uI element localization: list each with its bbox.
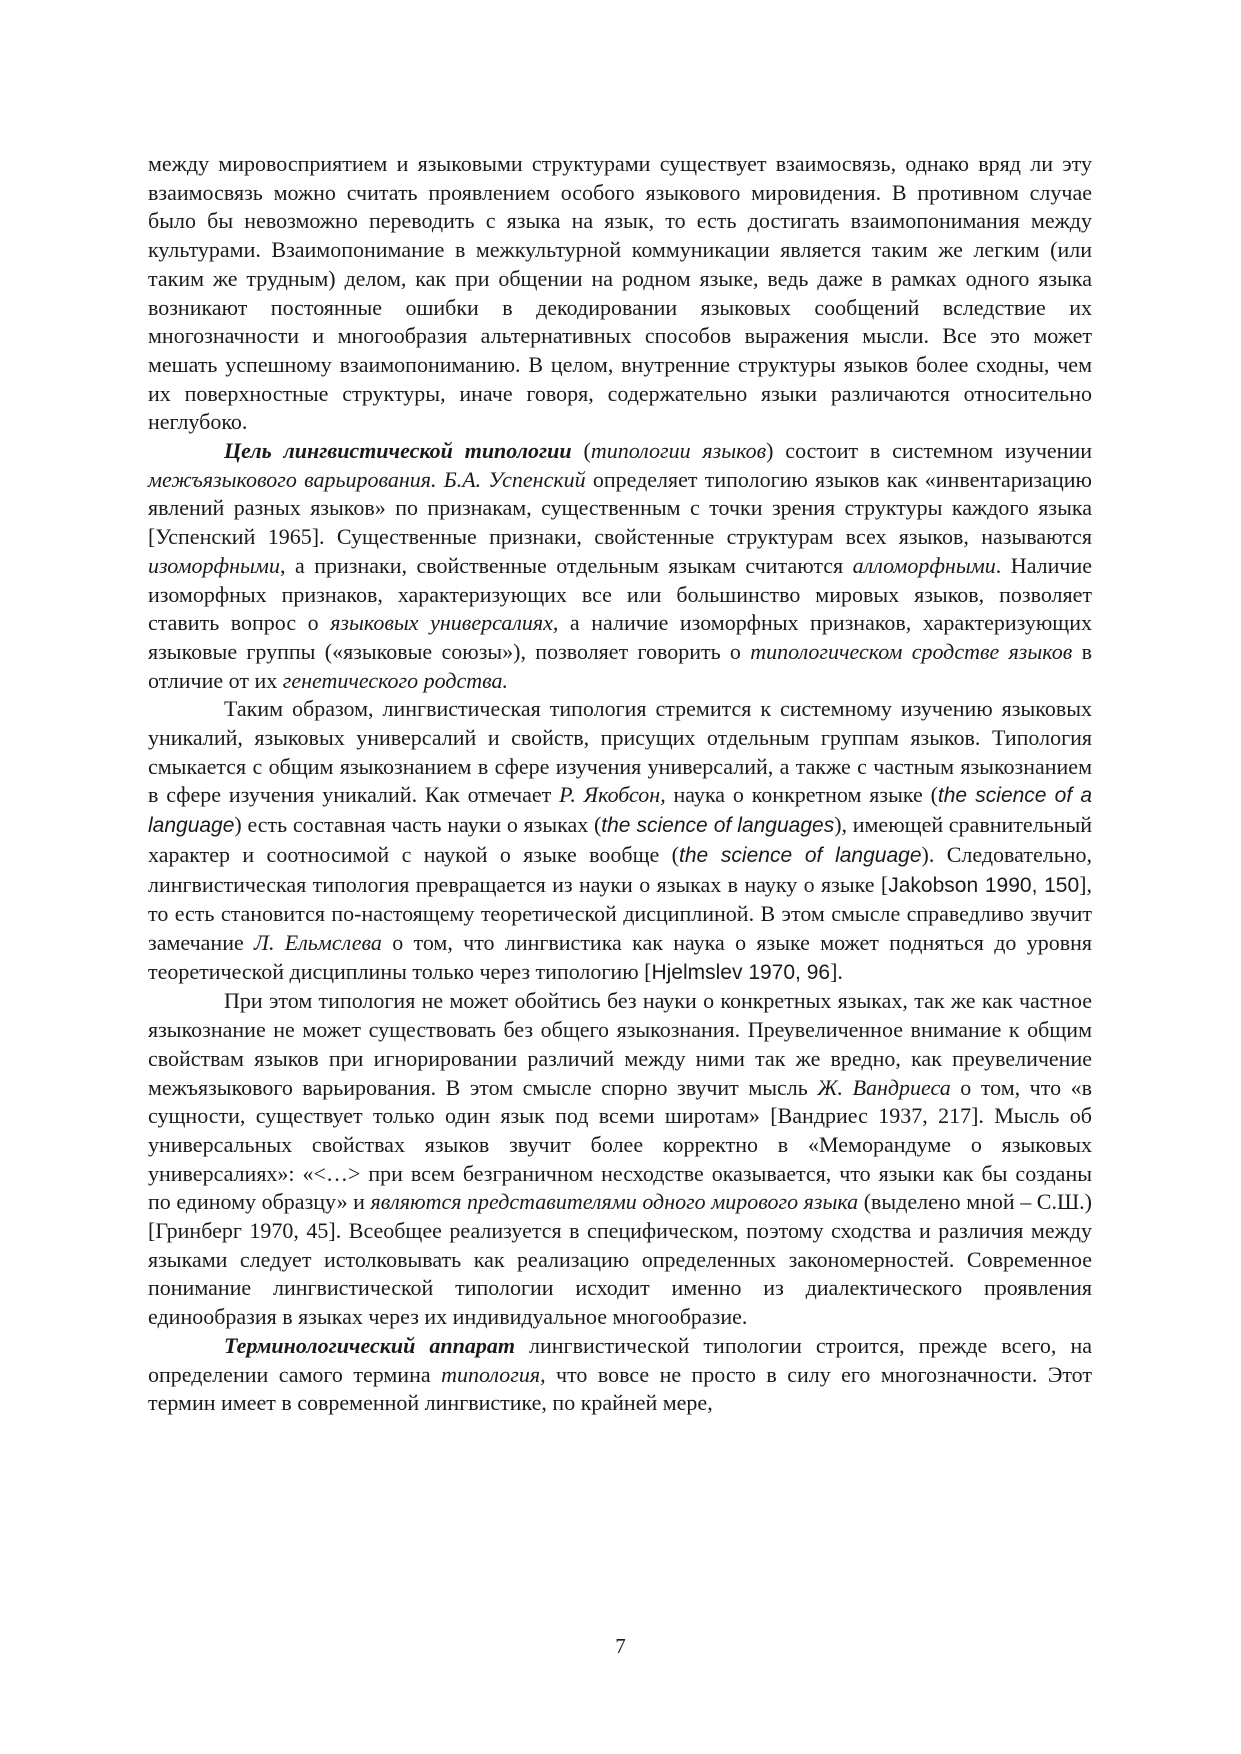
author-name: Л. Ельмслева (254, 929, 382, 955)
text-span: ( (571, 438, 591, 464)
text-span: ). Следовательно, лингвистическая типология превращается из науки о языках в науку о языке [ (148, 841, 1093, 897)
text-span: , а наличие изоморфных признаков, характеризующих языковые группы («языковые союзы»), позволяет говорить о (148, 610, 1093, 664)
paragraph-2 (148, 437, 1092, 695)
text-span: определяет типологию языков как «инвентаризацию явлений разных языков» по признакам, существенным с точки зрения структуры каждого языка [Успенский 1965]. Существенные признаки, свойстенные структурам всех языков, называются (148, 466, 1092, 550)
italic-span: межъязыкового варьирования. Б.А. Успенский (148, 466, 586, 492)
citation: Jakobson 1990, 150 (888, 873, 1080, 897)
italic-span: являются представителями одного мирового языка (370, 1189, 859, 1215)
text-span: лингвистической типологии строится, прежде всего, на определении самого термина (148, 1332, 1092, 1387)
author-name: Р. Якобсон, (559, 782, 666, 808)
text-span: . Наличие изоморфных признаков, характеризующих все или большинство мировых языков, позволяет ставить вопрос о (148, 552, 1093, 636)
page-number: 7 (615, 1634, 626, 1658)
text-span: Таким образом, лингвистическая типология стремится к системному изучению языковых уникалий, языковых универсалий и свойств, присущих отдельным группам языков. Типология смыкается с общим языкознанием в сфере изучения универсалий, а также с частным языкознанием в сфере изучения уникалий. Как отмечает (148, 696, 1092, 808)
paragraph-1 (148, 150, 1092, 437)
text-span: ) есть составная часть науки о языках ( (234, 812, 602, 838)
english-term: the science of a language (148, 784, 1093, 838)
italic-span: типологии языков (590, 438, 767, 464)
text-span: , а признаки, свойственные отдельным языкам считаются (279, 552, 853, 578)
text-span: , что вовсе не просто в силу его многозначности. Этот термин имеет в современной лингвистике, по крайней мере, (148, 1361, 1092, 1416)
body-text (148, 150, 1092, 1418)
text-span: (выделено мной – С.Ш.) [Гринберг 1970, 45]. Всеобщее реализуется в специфическом, поэтому сходства и различия между языками следует истолковывать как реализацию определенных закономерностей. Современное понимание лингвистической типологии исходит именно из диалектического проявления единообразия в языках через их индивидуальное многообразие. (148, 1189, 1093, 1330)
text-span: в отличие от их (148, 638, 1092, 693)
text-span: о том, что лингвистика как наука о языке может подняться до уровня теоретической дисциплины только через типологию [ (148, 929, 1092, 984)
italic-span: языковых универсалиях (330, 610, 553, 636)
term-linguistic-typology-goal: Цель лингвистической типологии (224, 438, 572, 464)
english-term: the science of languages (601, 814, 835, 838)
text-span: наука о конкретном языке ( (665, 782, 938, 808)
italic-span: типологическом сродстве языков (750, 638, 1073, 664)
citation: Hjelmslev 1970, 96 (651, 960, 831, 984)
text-span: ], то есть становится по-настоящему теоретической дисциплиной. В этом смысле справедливо звучит замечание (148, 871, 1092, 955)
text-span: ]. (830, 958, 843, 984)
text-span: ), имеющей сравнительный характер и соотносимой с наукой о языке вообще ( (148, 812, 1092, 867)
paragraph-1-text: между мировосприятием и языковыми структурами существует взаимосвязь, однако вряд ли эту взаимосвязь можно считать проявлением особого языкового мировидения. В противном случае было бы невозможно переводить с языка на язык, то есть достигать взаимопонимания между культурами. Взаимопонимание в межкультурной коммуникации является таким же легким (или таким же трудным) делом, как при общении на родном языке, ведь даже в рамках одного языка возникают постоянные ошибки в декодировании языковых сообщений вследствие их многозначности и многообразия альтернативных способов выражения мысли. Все это может мешать успешному взаимопониманию. В целом, внутренние структуры языков более сходны, чем их поверхностные структуры, иначе говоря, содержательно языки различаются относительно неглубоко. (148, 151, 1092, 435)
italic-span: генетического родства. (282, 667, 509, 693)
author-name: Ж. Вандриеса (817, 1074, 951, 1100)
italic-span: типология (441, 1361, 541, 1387)
term-terminological-apparatus: Терминологический аппарат (224, 1332, 515, 1358)
english-term: the science of language (679, 843, 922, 867)
text-span: о том, что «в сущности, существует только один язык под всеми широтам» [Вандриес 1937, 217]. Мысль об универсальных свойствах языков звучит более корректно в «Меморандуме о языковых универсалиях»: «<…> при всем безграничном несходстве оказывается, что языки как бы созданы по единому образцу» и (148, 1074, 1093, 1215)
italic-span: алломорфными (852, 552, 996, 578)
text-span: При этом типология не может обойтись без науки о конкретных языках, так же как частное языкознание не может существовать без общего языкознания. Преувеличенное внимание к общим свойствам языков при игнорировании различий между ними так же вредно, как преувеличение межъязыкового варьирования. В этом смысле спорно звучит мысль (148, 988, 1092, 1100)
italic-span: изоморфными (148, 552, 280, 578)
paragraph-4 (148, 987, 1092, 1331)
paragraph-3 (148, 695, 1092, 987)
text-span: ) состоит в системном изучении (766, 438, 1093, 464)
paragraph-5 (148, 1332, 1092, 1418)
